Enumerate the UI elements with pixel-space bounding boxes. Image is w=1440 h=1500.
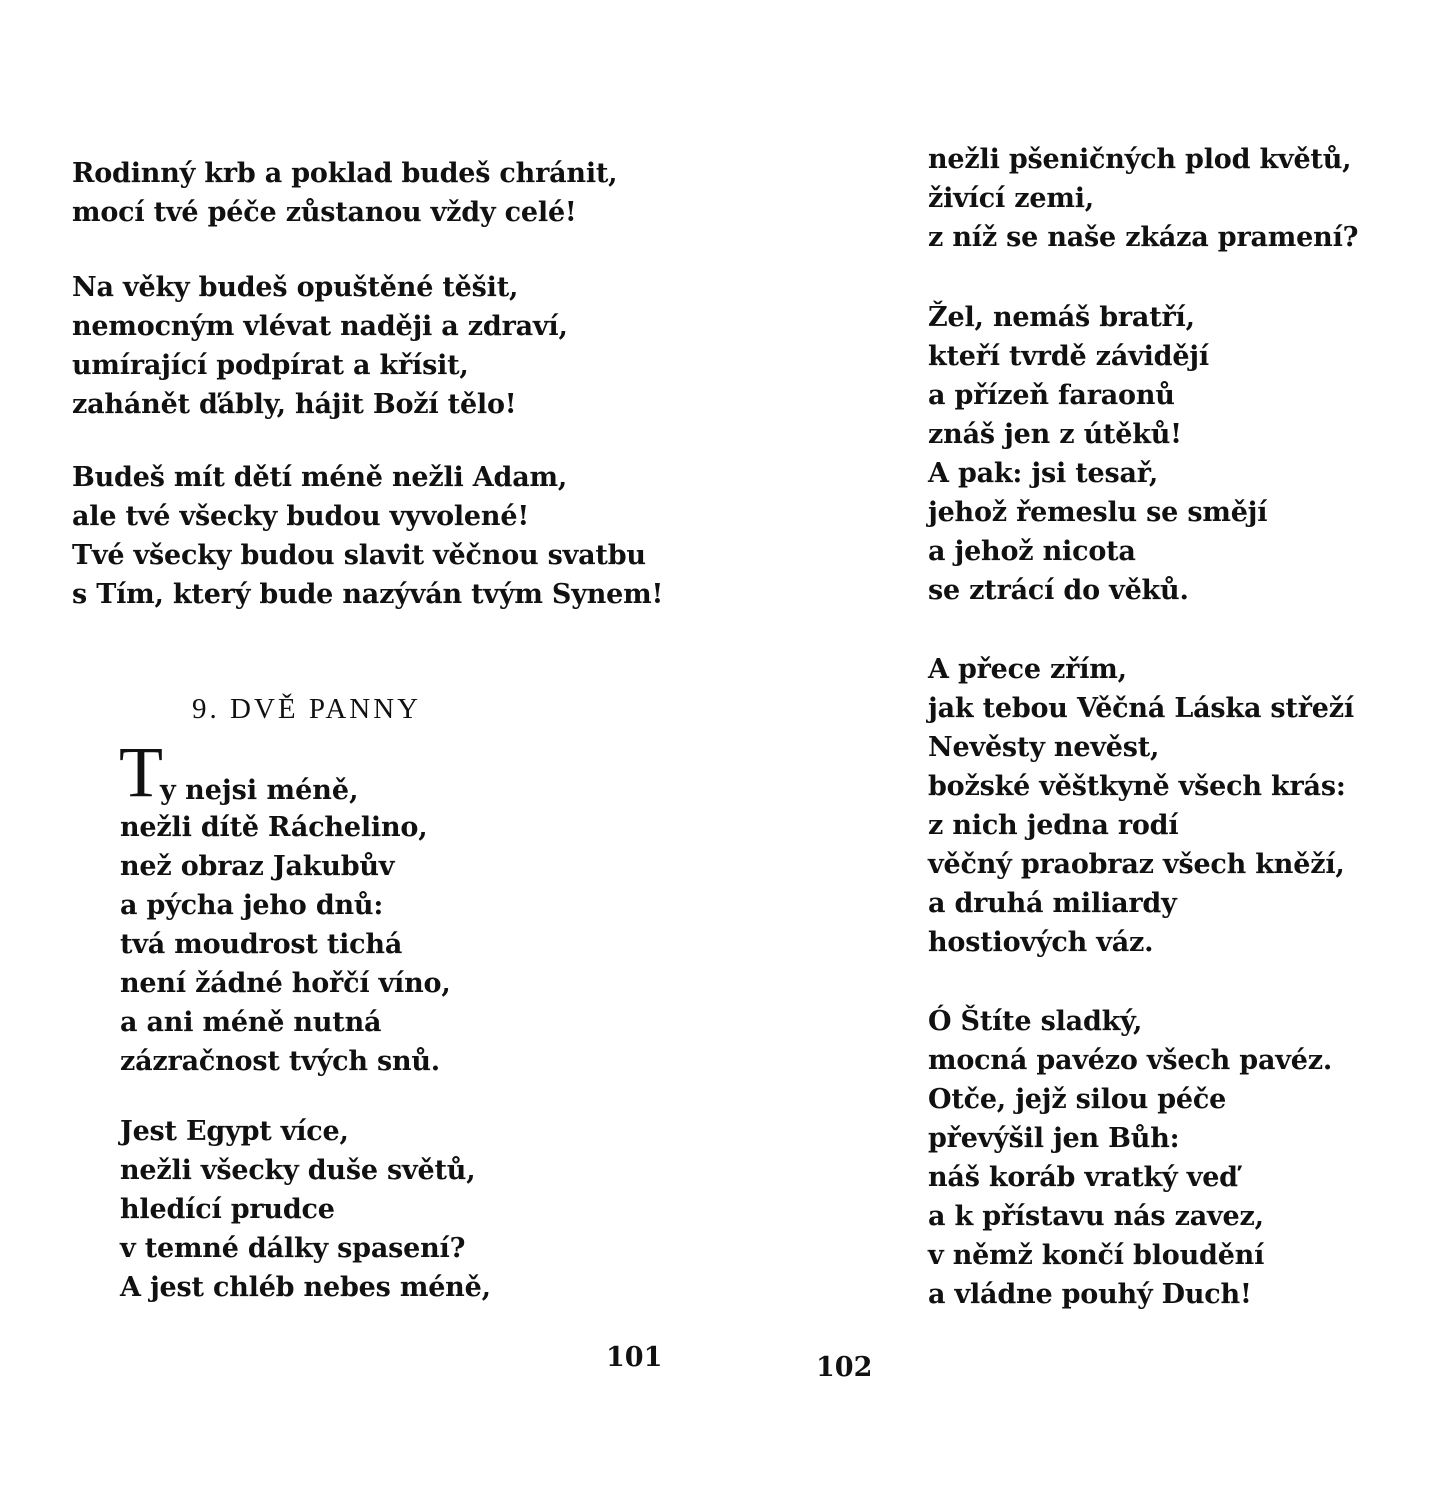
verse-line: umírající podpírat a křísit,	[72, 350, 469, 381]
verse-line: jehož řemeslu se smějí	[928, 497, 1268, 528]
verse-line: mocná pavézo všech pavéz.	[928, 1045, 1333, 1076]
verse-line: nemocným vlévat naději a zdraví,	[72, 311, 568, 342]
verse-line: Na věky budeš opuštěné těšit,	[72, 272, 519, 303]
verse-line: Jest Egypt více,	[120, 1116, 349, 1147]
left-stanza-3	[72, 458, 663, 614]
verse-line: věčný praobraz všech kněží,	[928, 849, 1345, 880]
verse-line: a k přístavu nás zavez,	[928, 1201, 1264, 1232]
verse-line: ale tvé všecky budou vyvolené!	[72, 501, 529, 532]
verse-line: znáš jen z útěků!	[928, 419, 1182, 450]
left-stanza-2	[72, 268, 568, 424]
verse-line: hledící prudce	[120, 1194, 335, 1225]
verse-line: mocí tvé péče zůstanou vždy celé!	[72, 197, 577, 228]
verse-line: z nich jedna rodí	[928, 810, 1179, 841]
verse-line: Nevěsty nevěst,	[928, 732, 1160, 763]
verse-line: z níž se naše zkáza pramení?	[928, 222, 1359, 253]
verse-line: není žádné hořčí víno,	[120, 968, 451, 999]
poem-heading: 9. DVĚ PANNY	[192, 693, 422, 725]
verse-line: a ani méně nutná	[120, 1007, 382, 1038]
verse-line: kteří tvrdě závidějí	[928, 341, 1209, 372]
verse-line: A pak: jsi tesař,	[928, 458, 1159, 489]
right-stanza-4	[928, 1002, 1332, 1314]
left-stanza-1	[72, 154, 617, 232]
left-stanza-4	[120, 808, 451, 1081]
verse-line: a pýcha jeho dnů:	[120, 890, 384, 921]
right-stanza-2	[928, 298, 1267, 610]
verse-line: v němž končí bloudění	[928, 1240, 1265, 1271]
verse-line: Budeš mít dětí méně nežli Adam,	[72, 462, 568, 493]
verse-line: nežli dítě Ráchelino,	[120, 812, 428, 843]
verse-line: Otče, jejž silou péče	[928, 1084, 1227, 1115]
verse-line: zázračnost tvých snů.	[120, 1046, 441, 1077]
verse-line: A přece zřím,	[928, 654, 1127, 685]
verse-line: s Tím, který bude nazýván tvým Synem!	[72, 579, 664, 610]
verse-line: nežli pšeničných plod květů,	[928, 144, 1352, 175]
verse-line: nežli všecky duše světů,	[120, 1155, 476, 1186]
left-stanza-5	[120, 1112, 491, 1307]
right-page	[720, 0, 1440, 1500]
verse-line: tvá moudrost tichá	[120, 929, 403, 960]
verse-line: Ó Štíte sladký,	[928, 1006, 1143, 1037]
drop-cap: T	[119, 732, 163, 812]
verse-line: náš koráb vratký veď	[928, 1162, 1238, 1193]
verse-line: božské věštkyně všech krás:	[928, 771, 1346, 802]
right-stanza-1	[928, 140, 1358, 257]
verse-line: Rodinný krb a poklad budeš chránit,	[72, 158, 618, 189]
verse-line: A jest chléb nebes méně,	[120, 1272, 491, 1303]
page-number-right: 102	[816, 1352, 873, 1383]
verse-line: hostiových váz.	[928, 927, 1154, 958]
verse-line: zahánět ďábly, hájit Boží tělo!	[72, 389, 517, 420]
verse-line: Tvé všecky budou slavit věčnou svatbu	[72, 540, 646, 571]
verse-line: v temné dálky spasení?	[120, 1233, 466, 1264]
verse-line: převýšil jen Bůh:	[928, 1123, 1180, 1154]
page-number-left: 101	[606, 1342, 663, 1373]
verse-line: a vládne pouhý Duch!	[928, 1279, 1252, 1310]
verse-line: živící zemi,	[928, 183, 1094, 214]
verse-line: a přízeň faraonů	[928, 380, 1175, 411]
verse-line: Žel, nemáš bratří,	[928, 302, 1195, 333]
verse-line-first: y nejsi méně,	[160, 775, 359, 806]
verse-line: jak tebou Věčná Láska střeží	[928, 693, 1354, 724]
right-stanza-3	[928, 650, 1354, 962]
verse-line: a druhá miliardy	[928, 888, 1177, 919]
verse-line: než obraz Jakubův	[120, 851, 395, 882]
verse-line: se ztrácí do věků.	[928, 575, 1189, 606]
verse-line: a jehož nicota	[928, 536, 1136, 567]
